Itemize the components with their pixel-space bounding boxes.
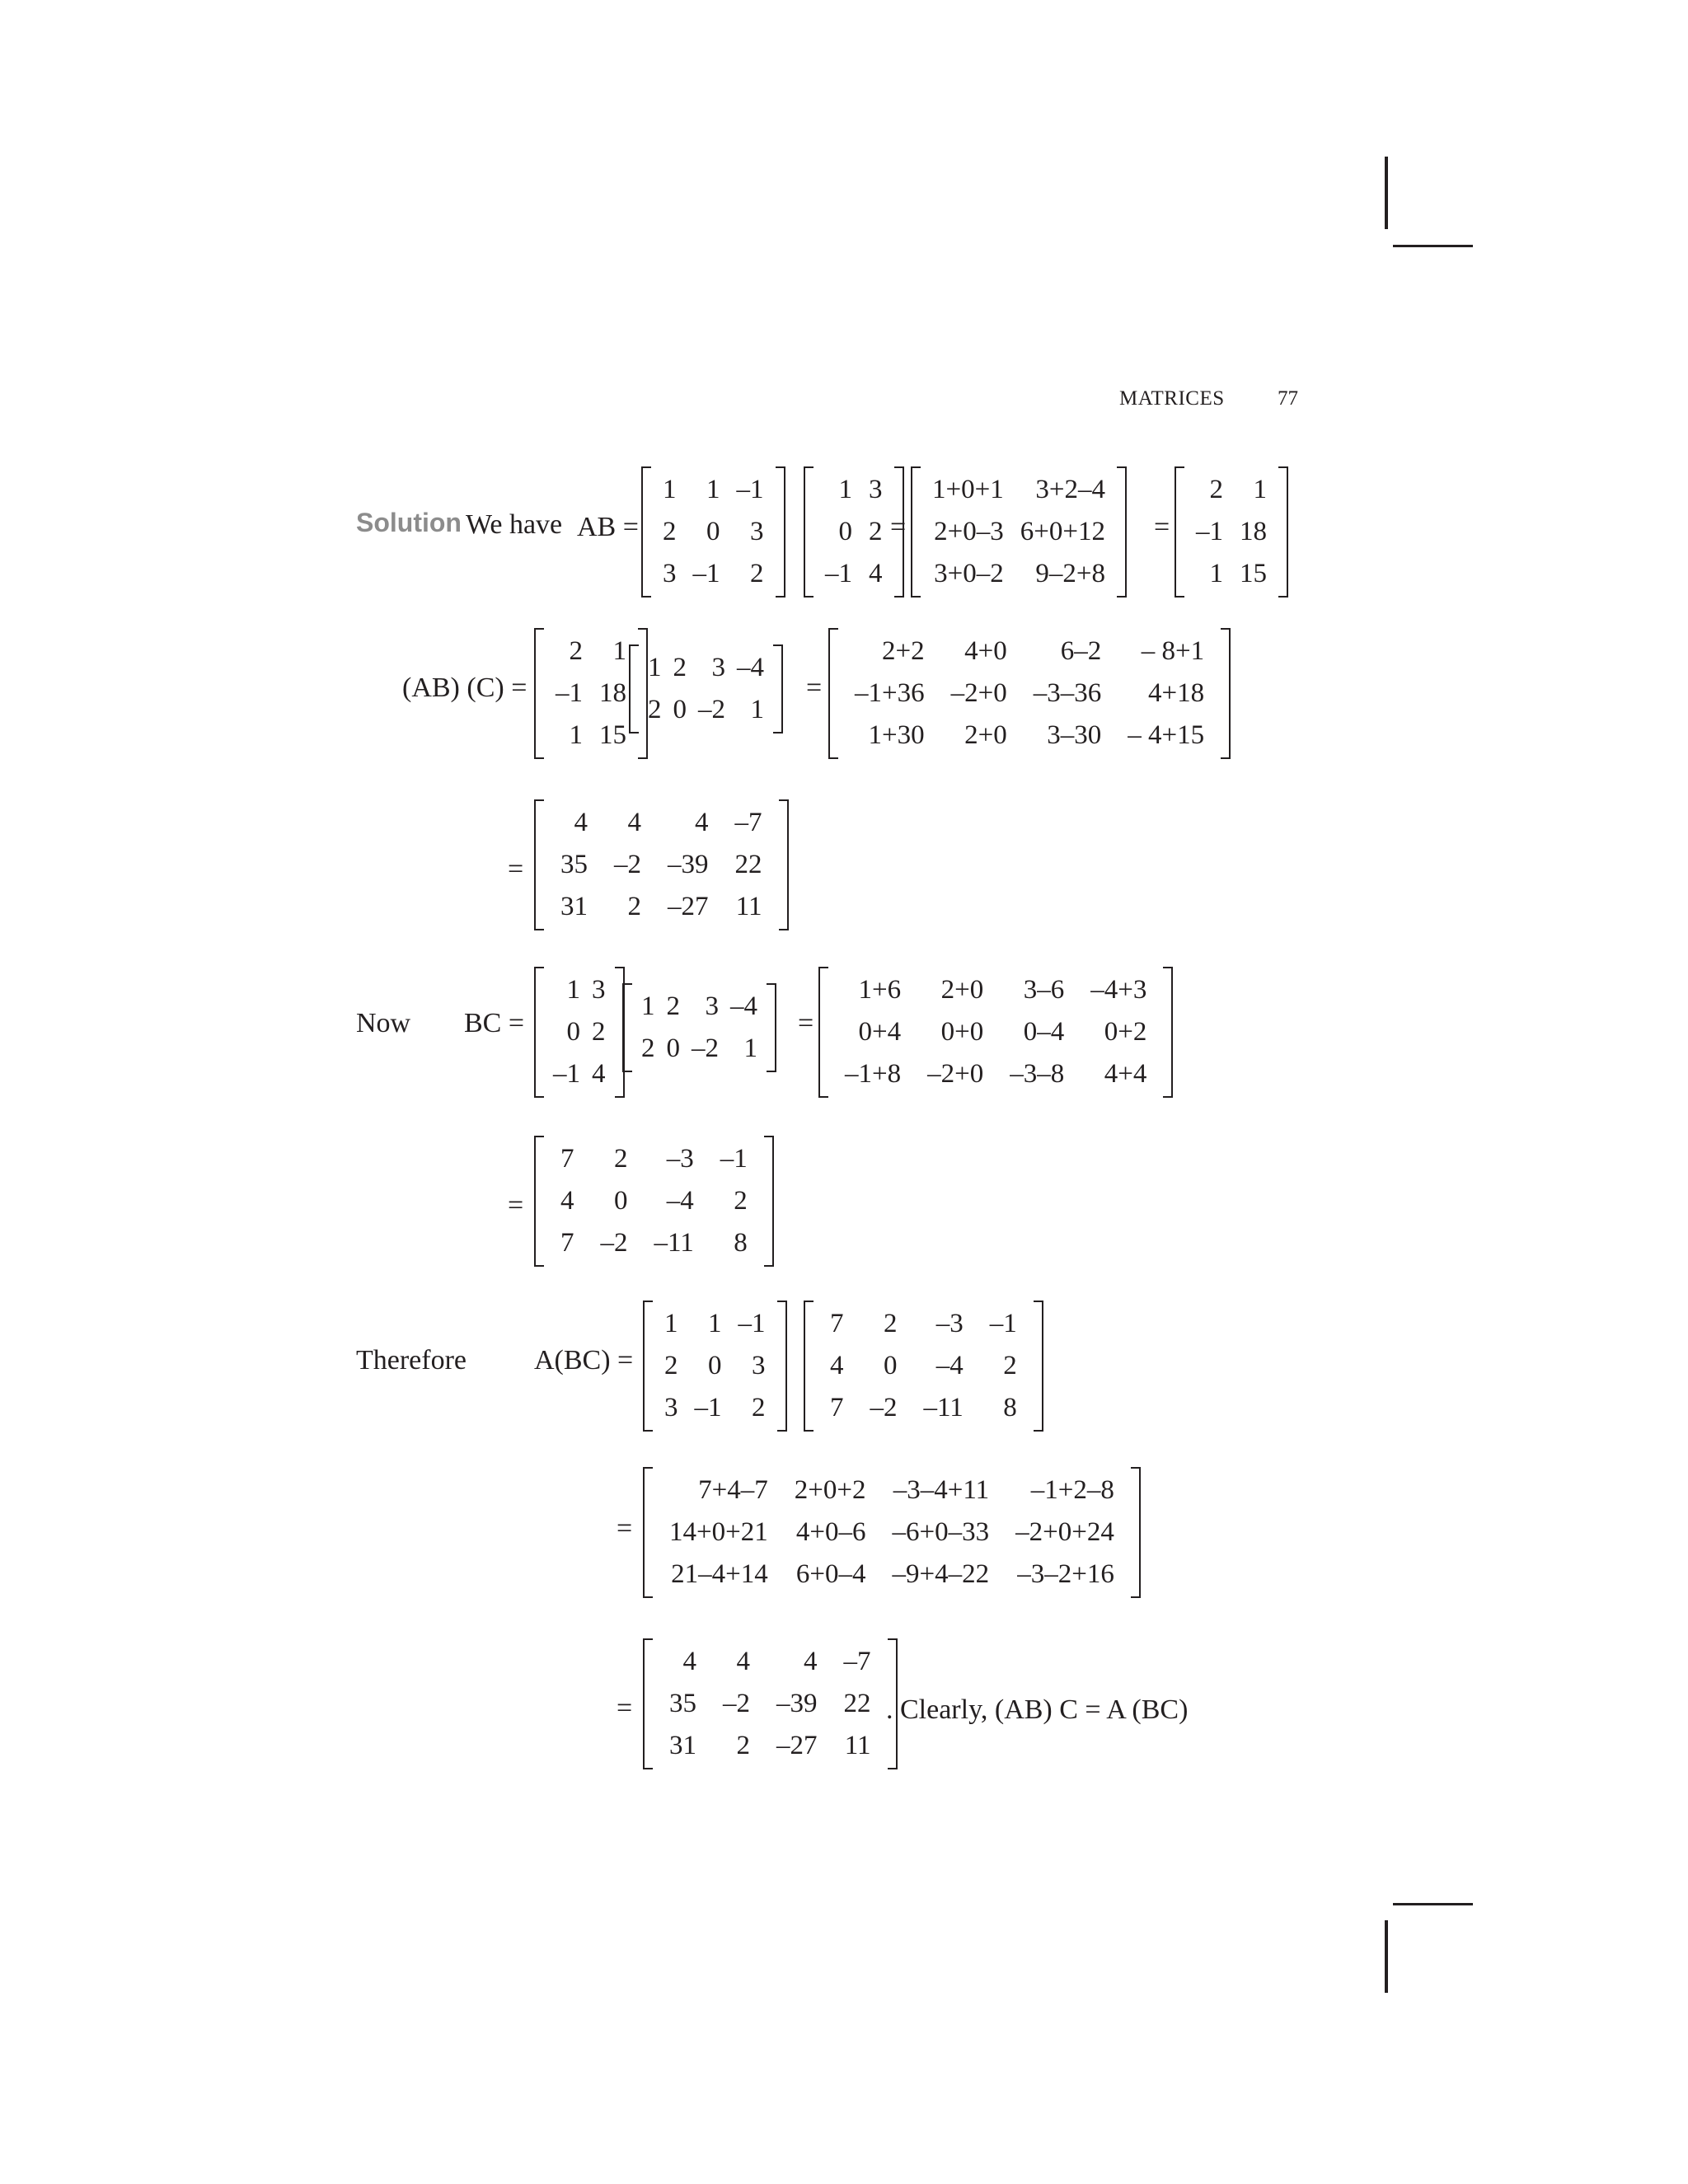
matrix-row: [547, 1222, 761, 1264]
matrix-entry: 4: [560, 1186, 574, 1216]
matrix-entry: 1: [566, 975, 580, 1005]
matrix-entry: 0: [884, 1351, 898, 1380]
matrix-entry: –1: [736, 475, 764, 504]
matrix-row: [656, 1641, 884, 1683]
matrix-entry: 1: [664, 1309, 678, 1338]
matrix-entry: 1: [708, 1309, 722, 1338]
matrix-row: [832, 1053, 1160, 1095]
solution-intro: We have: [466, 509, 563, 540]
left-bracket: [804, 1301, 814, 1432]
matrix-entry: –3: [666, 1144, 694, 1174]
matrix-entry: –1: [989, 1309, 1017, 1338]
matrix-entry: 4: [804, 1647, 818, 1676]
matrix-entry: –2: [692, 1033, 719, 1063]
matrix-entry: 31: [669, 1731, 696, 1760]
left-bracket: [622, 983, 632, 1072]
matrix-row: [656, 1303, 774, 1345]
matrix-entry: 11: [735, 892, 762, 921]
matrix-entry: 2: [663, 517, 677, 546]
matrix-entry: 0: [614, 1186, 628, 1216]
left-bracket: [534, 799, 544, 930]
matrix-entry: –1: [1196, 517, 1223, 546]
matrix-entry: –1+2–8: [1030, 1475, 1114, 1505]
matrix-ABC-result: [534, 799, 789, 930]
left-bracket: [828, 628, 838, 759]
equals-sign: =: [1154, 512, 1170, 542]
matrix-row: [547, 802, 776, 844]
matrix-entry: 3+2–4: [1035, 475, 1105, 504]
matrix-entry: 1: [648, 653, 662, 682]
right-bracket: [1117, 466, 1127, 598]
matrix-row: [1188, 553, 1275, 595]
matrix-entry: 4: [830, 1351, 844, 1380]
matrix-row: [842, 715, 1217, 757]
matrix-entry: 15: [599, 720, 626, 750]
matrix-entry: –1+36: [855, 678, 925, 708]
matrix-entry: 1+0+1: [932, 475, 1004, 504]
matrix-entry: –1: [738, 1309, 766, 1338]
matrix-entry: 2+0: [940, 975, 984, 1005]
matrix-entry: –2+0+24: [1015, 1517, 1114, 1547]
right-bracket: [776, 466, 785, 598]
matrix-entry: –2: [600, 1228, 628, 1258]
matrix-entry: 3+0–2: [934, 559, 1004, 588]
matrix-ABC-expanded: [828, 628, 1231, 759]
matrix-entry: –6+0–33: [892, 1517, 990, 1547]
matrix-entry: 1: [612, 636, 626, 666]
matrix-entry: 4: [627, 808, 641, 837]
matrix-row: [817, 1387, 1030, 1429]
matrix-entry: 2: [884, 1309, 898, 1338]
matrix-row: [656, 1469, 1128, 1511]
matrix-C: [629, 644, 783, 733]
matrix-entry: 2: [592, 1017, 606, 1047]
matrix-entries: [547, 630, 635, 757]
matrix-entry: 0–4: [1023, 1017, 1065, 1047]
matrix-AB: [1175, 466, 1288, 598]
matrix-entry: –1: [556, 678, 583, 708]
matrix-entry: 0: [673, 695, 687, 724]
left-bracket: [534, 1136, 544, 1267]
matrix-entry: –4: [666, 1186, 694, 1216]
matrix-row: [654, 511, 772, 553]
left-bracket: [818, 967, 828, 1098]
matrix-row: [842, 630, 1217, 673]
matrix-entry: 6+0–4: [795, 1559, 866, 1589]
right-bracket: [1034, 1301, 1043, 1432]
matrix-entry: 1: [706, 475, 720, 504]
equals-sign: =: [890, 512, 907, 542]
matrix-entry: –2+0: [950, 678, 1007, 708]
matrix-entry: –2: [614, 850, 641, 879]
matrix-row: [924, 511, 1114, 553]
matrix-entry: –2: [870, 1393, 898, 1422]
matrix-entry: 2: [614, 1144, 628, 1174]
matrix-row: [1188, 511, 1275, 553]
matrix-entry: 0: [566, 1017, 580, 1047]
matrix-row: [547, 1011, 612, 1053]
matrix-entry: –7: [734, 808, 762, 837]
matrix-entry: –2: [723, 1689, 750, 1718]
matrix-entry: 2: [641, 1033, 655, 1063]
matrix-entries: [924, 469, 1114, 595]
matrix-entries: [642, 647, 770, 731]
conclusion-text: . Clearly, (AB) C = A (BC): [886, 1694, 1189, 1725]
right-bracket: [764, 1136, 774, 1267]
right-bracket: [777, 1301, 787, 1432]
matrix-row: [656, 1387, 774, 1429]
matrix-row: [924, 553, 1114, 595]
matrix-row: [817, 553, 891, 595]
left-bracket: [1175, 466, 1184, 598]
matrix-entry: 2: [869, 517, 883, 546]
matrix-entries: [547, 969, 612, 1095]
matrix-row: [656, 1345, 774, 1387]
matrix-entry: 1+6: [858, 975, 902, 1005]
right-bracket: [767, 983, 776, 1072]
matrix-entry: 3: [663, 559, 677, 588]
matrix-entry: 7: [830, 1393, 844, 1422]
right-bracket: [1163, 967, 1173, 1098]
matrix-entry: 18: [599, 678, 626, 708]
matrix-entry: 2: [648, 695, 662, 724]
matrix-row: [642, 689, 770, 731]
matrix-entry: 4+0: [964, 636, 1007, 666]
matrix-entry: –1+8: [845, 1059, 902, 1089]
left-bracket: [534, 967, 544, 1098]
matrix-row: [832, 969, 1160, 1011]
matrix-entry: –27: [668, 892, 709, 921]
matrix-C-repeat: [622, 983, 776, 1072]
matrix-entry: 4: [869, 559, 883, 588]
matrix-entries: [1188, 469, 1275, 595]
matrix-entry: –2: [698, 695, 725, 724]
matrix-entry: 1: [1209, 559, 1223, 588]
matrix-row: [654, 553, 772, 595]
matrix-entry: 2: [627, 892, 641, 921]
matrix-entry: 0: [706, 517, 720, 546]
bc-lhs: BC =: [464, 1008, 525, 1038]
equals-sign: =: [617, 1513, 633, 1544]
right-bracket: [779, 799, 789, 930]
matrix-entries: [817, 1303, 1030, 1429]
matrix-row: [635, 986, 763, 1028]
crop-mark-bottom-vertical: [1385, 1920, 1388, 1993]
left-bracket: [911, 466, 921, 598]
matrix-entry: –3: [935, 1309, 964, 1338]
matrix-entry: –7: [843, 1647, 871, 1676]
matrix-entry: – 4+15: [1128, 720, 1205, 750]
matrix-entry: 2+0–3: [934, 517, 1004, 546]
right-bracket: [1131, 1467, 1141, 1598]
matrix-entry: 4+18: [1148, 678, 1205, 708]
matrix-row: [817, 1303, 1030, 1345]
matrix-entry: –1: [553, 1059, 580, 1089]
matrix-entry: 31: [560, 892, 588, 921]
matrix-row: [817, 511, 891, 553]
matrix-entry: 3–30: [1047, 720, 1102, 750]
left-bracket: [629, 644, 639, 733]
matrix-entry: 18: [1240, 517, 1267, 546]
solution-label: Solution: [356, 508, 462, 537]
matrix-entry: 4+0–6: [795, 1517, 866, 1547]
matrix-entry: 3: [592, 975, 606, 1005]
matrix-BC-repeat: [804, 1301, 1043, 1432]
matrix-entry: –27: [776, 1731, 818, 1760]
matrix-row: [656, 1511, 1128, 1554]
matrix-entry: 4: [574, 808, 588, 837]
matrix-entry: 3: [752, 1351, 766, 1380]
equals-sign: =: [617, 1693, 633, 1723]
matrix-entry: –9+4–22: [892, 1559, 990, 1589]
matrix-row: [547, 844, 776, 886]
matrix-entry: 7: [560, 1228, 574, 1258]
matrix-entry: 4: [695, 808, 709, 837]
matrix-entry: 35: [560, 850, 588, 879]
matrix-A-repeat: [643, 1301, 787, 1432]
matrix-BC-expanded: [818, 967, 1173, 1098]
abc-lhs: (AB) (C) =: [402, 673, 528, 703]
matrix-row: [547, 886, 776, 928]
matrix-entry: 7: [560, 1144, 574, 1174]
matrix-entry: 2+0: [964, 720, 1007, 750]
matrix-entry: 1: [750, 695, 764, 724]
matrix-entry: –4: [730, 991, 757, 1021]
matrix-entry: 1: [663, 475, 677, 504]
ab-lhs: AB =: [577, 512, 639, 542]
matrix-entry: 1: [1253, 475, 1267, 504]
matrix-entry: 35: [669, 1689, 696, 1718]
matrix-entry: 0+2: [1104, 1017, 1147, 1047]
matrix-entry: 3: [664, 1393, 678, 1422]
matrix-entry: 6–2: [1060, 636, 1102, 666]
matrix-entries: [817, 469, 891, 595]
matrix-row: [1188, 469, 1275, 511]
matrix-A-BC-expanded: [643, 1467, 1141, 1598]
equals-sign: =: [806, 673, 823, 703]
a-bc-lhs: A(BC) =: [534, 1345, 634, 1376]
matrix-B: [804, 466, 907, 598]
matrix-entry: –3–2+16: [1017, 1559, 1114, 1589]
matrix-entry: 4+4: [1104, 1059, 1147, 1089]
matrix-entry: 0+0: [940, 1017, 984, 1047]
matrix-row: [832, 1011, 1160, 1053]
matrix-entry: 8: [1003, 1393, 1017, 1422]
matrix-entry: –39: [668, 850, 709, 879]
matrix-entries: [832, 969, 1160, 1095]
left-bracket: [534, 628, 544, 759]
left-bracket: [643, 1467, 653, 1598]
matrix-entry: 0: [666, 1033, 680, 1063]
matrix-entry: –1: [825, 559, 852, 588]
matrix-row: [547, 969, 612, 1011]
matrix-entry: 2: [736, 1731, 750, 1760]
right-bracket: [773, 644, 783, 733]
matrix-entry: –2+0: [927, 1059, 984, 1089]
matrix-row: [656, 1683, 884, 1725]
right-bracket: [1278, 466, 1288, 598]
matrix-row: [654, 469, 772, 511]
matrix-row: [656, 1725, 884, 1767]
matrix-entry: 1: [838, 475, 852, 504]
matrix-entry: 4: [682, 1647, 696, 1676]
matrix-entry: –3–4+11: [893, 1475, 990, 1505]
left-bracket: [641, 466, 651, 598]
matrix-entry: 22: [843, 1689, 871, 1718]
matrix-entry: 4: [592, 1059, 606, 1089]
crop-mark-bottom-horizontal: [1393, 1903, 1473, 1905]
right-bracket: [1221, 628, 1231, 759]
matrix-entry: 1+30: [868, 720, 925, 750]
matrix-entry: –3–8: [1010, 1059, 1065, 1089]
matrix-BC: [534, 1136, 774, 1267]
matrix-entry: –4: [737, 653, 764, 682]
matrix-A-BC-result: [643, 1638, 898, 1769]
matrix-row: [547, 1053, 612, 1095]
matrix-entry: 2+0+2: [794, 1475, 866, 1505]
matrix-entry: 3: [705, 991, 719, 1021]
matrix-entry: 2: [734, 1186, 748, 1216]
matrix-entry: 11: [844, 1731, 871, 1760]
matrix-row: [547, 1180, 761, 1222]
running-header-title: MATRICES: [1119, 387, 1225, 410]
matrix-entries: [654, 469, 772, 595]
matrix-row: [817, 1345, 1030, 1387]
left-bracket: [643, 1638, 653, 1769]
matrix-entry: 15: [1240, 559, 1267, 588]
matrix-entries: [635, 986, 763, 1070]
matrix-entry: 2: [1209, 475, 1223, 504]
matrix-entry: 2: [1003, 1351, 1017, 1380]
matrix-entry: –11: [923, 1393, 964, 1422]
now-label: Now: [356, 1008, 411, 1038]
matrix-entry: 7: [830, 1309, 844, 1338]
matrix-entry: 9–2+8: [1035, 559, 1105, 588]
matrix-entry: 2: [752, 1393, 766, 1422]
matrix-entry: 8: [734, 1228, 748, 1258]
matrix-A: [641, 466, 785, 598]
matrix-entry: –39: [776, 1689, 818, 1718]
matrix-entry: 1: [569, 720, 583, 750]
matrix-entry: 3–6: [1023, 975, 1065, 1005]
matrix-entry: –1: [720, 1144, 748, 1174]
matrix-row: [547, 630, 635, 673]
matrix-row: [547, 715, 635, 757]
equals-sign: =: [508, 1190, 524, 1221]
matrix-entries: [656, 1641, 884, 1767]
matrix-entry: –4: [935, 1351, 964, 1380]
matrix-B-repeat: [534, 967, 625, 1098]
matrix-entries: [547, 1138, 761, 1264]
matrix-row: [842, 673, 1217, 715]
equals-sign: =: [508, 854, 524, 884]
matrix-entry: 0+4: [858, 1017, 902, 1047]
matrix-row: [924, 469, 1114, 511]
matrix-entry: –1: [694, 1393, 722, 1422]
matrix-entry: 2: [673, 653, 687, 682]
matrix-entry: 22: [734, 850, 762, 879]
page-number: 77: [1278, 387, 1298, 410]
matrix-entry: 7+4–7: [698, 1475, 768, 1505]
crop-mark-top-vertical: [1385, 157, 1388, 229]
matrix-row: [642, 647, 770, 689]
matrix-row: [635, 1028, 763, 1070]
matrix-entry: 3: [869, 475, 883, 504]
therefore-label: Therefore: [356, 1345, 467, 1376]
matrix-entry: 6+0+12: [1020, 517, 1105, 546]
matrix-entry: –1: [692, 559, 720, 588]
matrix-entries: [842, 630, 1217, 757]
matrix-entry: 2: [664, 1351, 678, 1380]
matrix-row: [547, 1138, 761, 1180]
matrix-entry: 3: [750, 517, 764, 546]
matrix-entry: 2: [666, 991, 680, 1021]
matrix-entries: [656, 1469, 1128, 1596]
matrix-entry: 4: [736, 1647, 750, 1676]
matrix-entry: –3–36: [1033, 678, 1102, 708]
left-bracket: [804, 466, 814, 598]
matrix-entry: 2: [569, 636, 583, 666]
matrix-entry: 1: [641, 991, 655, 1021]
matrix-entry: – 8+1: [1141, 636, 1205, 666]
matrix-entry: 14+0+21: [669, 1517, 768, 1547]
matrix-entries: [656, 1303, 774, 1429]
matrix-entry: 0: [708, 1351, 722, 1380]
matrix-entry: –11: [654, 1228, 694, 1258]
matrix-entry: 21–4+14: [671, 1559, 768, 1589]
matrix-entry: –4+3: [1090, 975, 1147, 1005]
matrix-entry: 2+2: [882, 636, 925, 666]
matrix-row: [547, 673, 635, 715]
matrix-AB-expanded: [911, 466, 1127, 598]
matrix-entry: 0: [838, 517, 852, 546]
matrix-entry: 1: [743, 1033, 757, 1063]
matrix-entry: 3: [711, 653, 725, 682]
left-bracket: [643, 1301, 653, 1432]
matrix-row: [656, 1554, 1128, 1596]
matrix-row: [817, 469, 891, 511]
matrix-entry: 2: [750, 559, 764, 588]
crop-mark-top-horizontal: [1393, 245, 1473, 247]
equals-sign: =: [798, 1008, 814, 1038]
matrix-entries: [547, 802, 776, 928]
